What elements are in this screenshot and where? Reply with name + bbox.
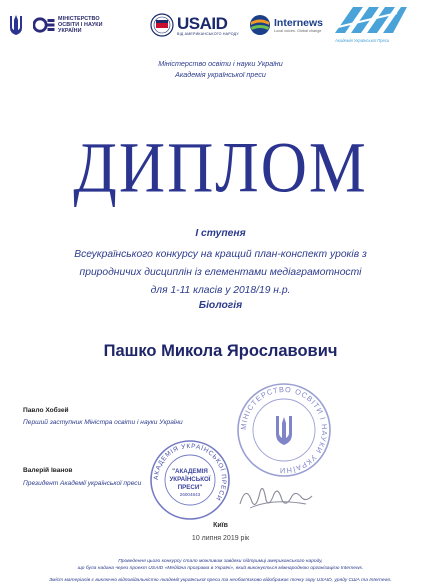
signatory-1-role: Перший заступник Міністра освіти і науки України [23,419,183,426]
logo-strip [0,8,441,42]
internews-globe-icon [249,14,271,36]
trident-icon [9,14,23,36]
internews-logo [249,8,329,42]
stamp-trident-icon [276,416,292,445]
academy-stamp-center-1: "АКАДЕМІЯ [172,468,208,475]
date-label: 10 липня 2019 рік [191,535,250,542]
place-label: Київ [213,522,228,529]
contest-line-3: для 1-11 класів у 2018/19 н.р. [150,285,291,296]
academy-stamp-ring-text: АКАДЕМІЯ УКРАЇНСЬКОЇ ПРЕСИ [152,442,228,503]
contest-line-1: Всеукраїнського конкурсу на кращий план-конспект уроків з [74,249,367,260]
signatory-1-name: Павло Хобзей [23,407,69,414]
ministry-logo [33,8,141,42]
ministry-stamp [236,382,332,478]
aup-tagline: Академія Української Преси [335,38,390,43]
academy-name: Академія української преси [175,70,266,79]
usaid-logo [150,8,242,42]
ministry-mark-icon [33,17,55,33]
signatory-2-name: Валерій Іванов [23,467,73,474]
academy-stamp-center-3: ПРЕСИ" [177,484,203,491]
aup-logo [335,8,435,42]
tryzub-logo [9,8,23,42]
ministry-logo-line3: УКРАЇНИ [58,28,82,35]
diploma-title: ДИПЛОМ [73,127,368,208]
recipient-name: Пашко Микола Ярославович [103,342,338,360]
ministry-stamp-ring-text: МІНІСТЕРСТВО ОСВІТИ І НАУКИ УКРАЇНИ [238,384,330,476]
footer-line-3: Зміст матеріалів є виключно відповідальністю Академії української преси та необов'язково відображає точку зору USAID, уряду США та Internews. [49,578,392,583]
issuer-header [0,58,441,80]
internews-wordmark: Internews [274,16,324,29]
subject-label: Біологія [198,300,243,311]
aup-mark-icon [335,7,407,33]
signatory-2-role: Президент Академії української преси [23,480,142,487]
ministry-name: Міністерство освіти і науки України [158,59,283,68]
footer-line-1: Проведення цього конкурсу стало можливим завдяки підтримці американського народу, [118,559,323,564]
academy-stamp-code: 26004843 [179,492,201,497]
contest-description [0,246,441,300]
ministry-logo-line1: МІНІСТЕРСТВО [58,15,100,22]
academy-stamp [149,439,231,521]
footer-line-2: що була надана через проект USAID «Медійна програма в Україні», який виконується міжнародною організацією Internews. [77,566,364,571]
usaid-wordmark: USAID [177,13,228,33]
handwritten-signature [236,478,316,514]
academy-stamp-center-2: УКРАЇНСЬКОЇ [169,476,211,483]
contest-line-2: природничих дисциплін із елементами медіаграмотності [79,267,362,278]
ministry-logo-line2: ОСВІТИ І НАУКИ [58,21,103,28]
usaid-seal-icon [150,13,174,37]
usaid-tagline: ВІД АМЕРИКАНСЬКОГО НАРОДУ [177,31,239,36]
degree-label: І ступеня [195,228,246,239]
internews-tagline: Local voices. Global change [274,28,322,33]
